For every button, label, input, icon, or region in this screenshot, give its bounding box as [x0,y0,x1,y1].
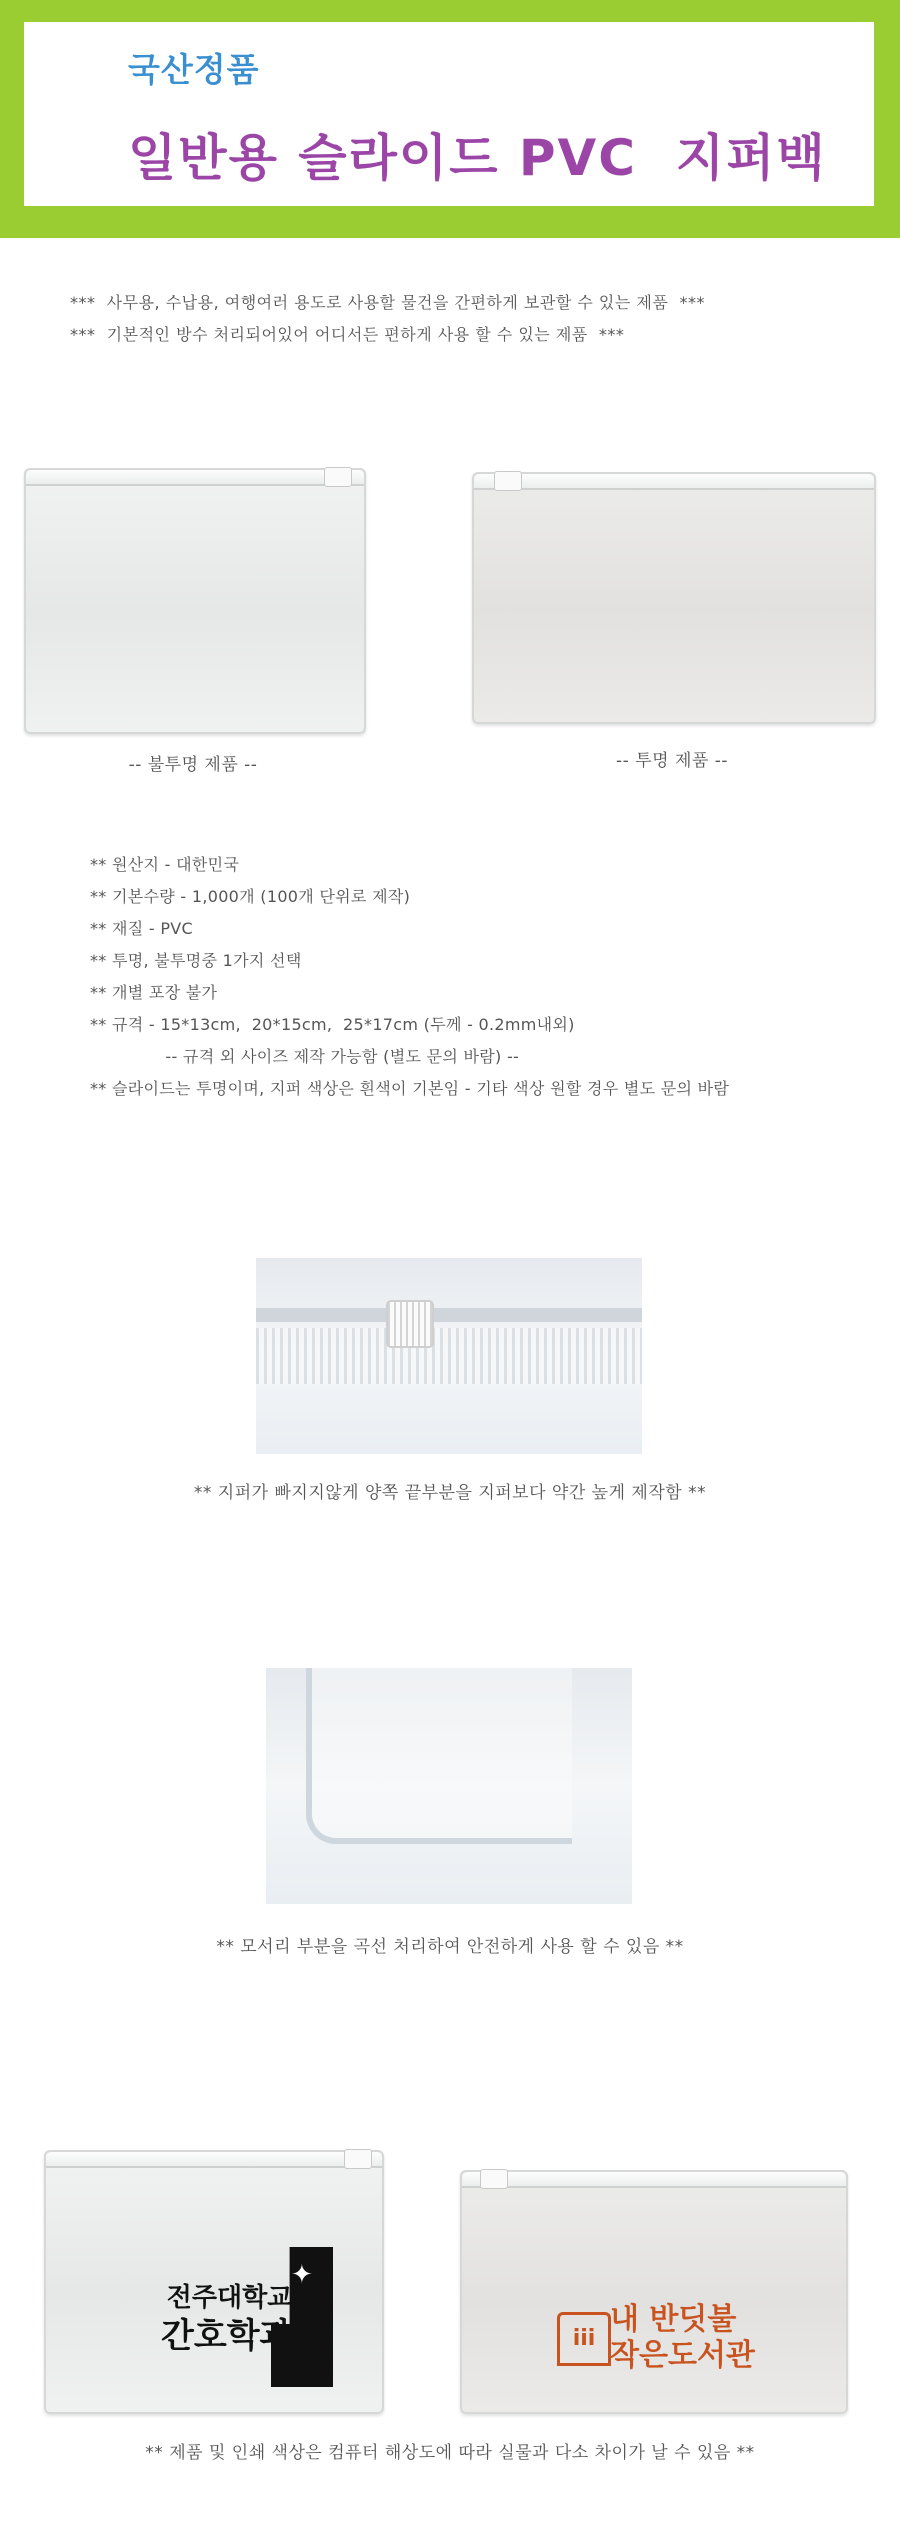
zipper-strip [462,2172,846,2188]
library-print [610,2302,755,2374]
zipper-slider [386,1300,434,1348]
clear-bag-photo [472,472,876,724]
zipper-detail-photo [256,1258,642,1454]
opaque-caption: -- 불투명 제품 -- [128,755,258,775]
opaque-bag-photo [24,468,366,734]
corner-detail-photo [266,1668,632,1904]
zipper-strip [46,2152,382,2168]
zipper-track [256,1308,642,1322]
spec-slider-color: ** 슬라이드는 투명이며, 지퍼 색상은 흰색이 기본임 - 기타 색상 원할 경우 별도 문의 바람 [90,1079,730,1098]
intro-line-1: *** 사무용, 수납용, 여행여러 용도로 사용할 물건을 간편하게 보관할 수 있는 제품 *** [70,293,706,312]
spec-quantity: ** 기본수량 - 1,000개 (100개 단위로 제작) [90,887,411,906]
spec-origin: ** 원산지 - 대한민국 [90,855,240,874]
intro-line-2: *** 기본적인 방수 처리되어있어 어디서든 편하게 사용 할 수 있는 제품 *** [70,325,625,344]
zipper-slider [324,467,352,487]
brand-label: 국산정품 [128,50,260,89]
print-line-2: 간호학과 [161,2315,293,2356]
library-building-icon: iii [557,2312,611,2366]
footer-caption: ** 제품 및 인쇄 색상은 컴퓨터 해상도에 따라 실물과 다소 차이가 날 수 있음 ** [145,2443,755,2463]
spec-transparency: ** 투명, 불투명중 1가지 선택 [90,951,302,970]
spec-material: ** 재질 - PVC [90,919,194,938]
clear-caption: -- 투명 제품 -- [616,751,728,771]
zipper-caption: ** 지퍼가 빠지지않게 양쪽 끝부분을 지퍼보다 약간 높게 제작함 ** [193,1483,707,1503]
zipper-slider [344,2149,372,2169]
star-icon: ✦ [291,2260,313,2290]
zipper-slider [494,471,522,491]
zipper-strip [26,470,364,486]
print-line-1: 전주대학교 [166,2283,293,2313]
corner-caption: ** 모서리 부분을 곡선 처리하여 안전하게 사용 할 수 있음 ** [216,1937,684,1957]
zipper-strip [474,474,874,490]
zipper-slider [480,2169,508,2189]
printed-sample-opaque [44,2150,384,2414]
print-line-1: 내 반딧불 [610,2302,737,2337]
spec-size: ** 규격 - 15*13cm, 20*15cm, 25*17cm (두께 - 0.2mm내외) [90,1015,575,1034]
print-line-2: 작은도서관 [610,2338,755,2373]
rounded-corner [306,1668,572,1844]
spec-packaging: ** 개별 포장 불가 [90,983,218,1002]
zipper-teeth [256,1328,642,1384]
printed-sample-clear [460,2170,848,2414]
page-title: 일반용 슬라이드 PVC 지퍼백 [128,129,827,187]
spec-size-note: -- 규격 외 사이즈 제작 가능함 (별도 문의 바람) -- [90,1047,520,1066]
university-print [161,2282,292,2357]
